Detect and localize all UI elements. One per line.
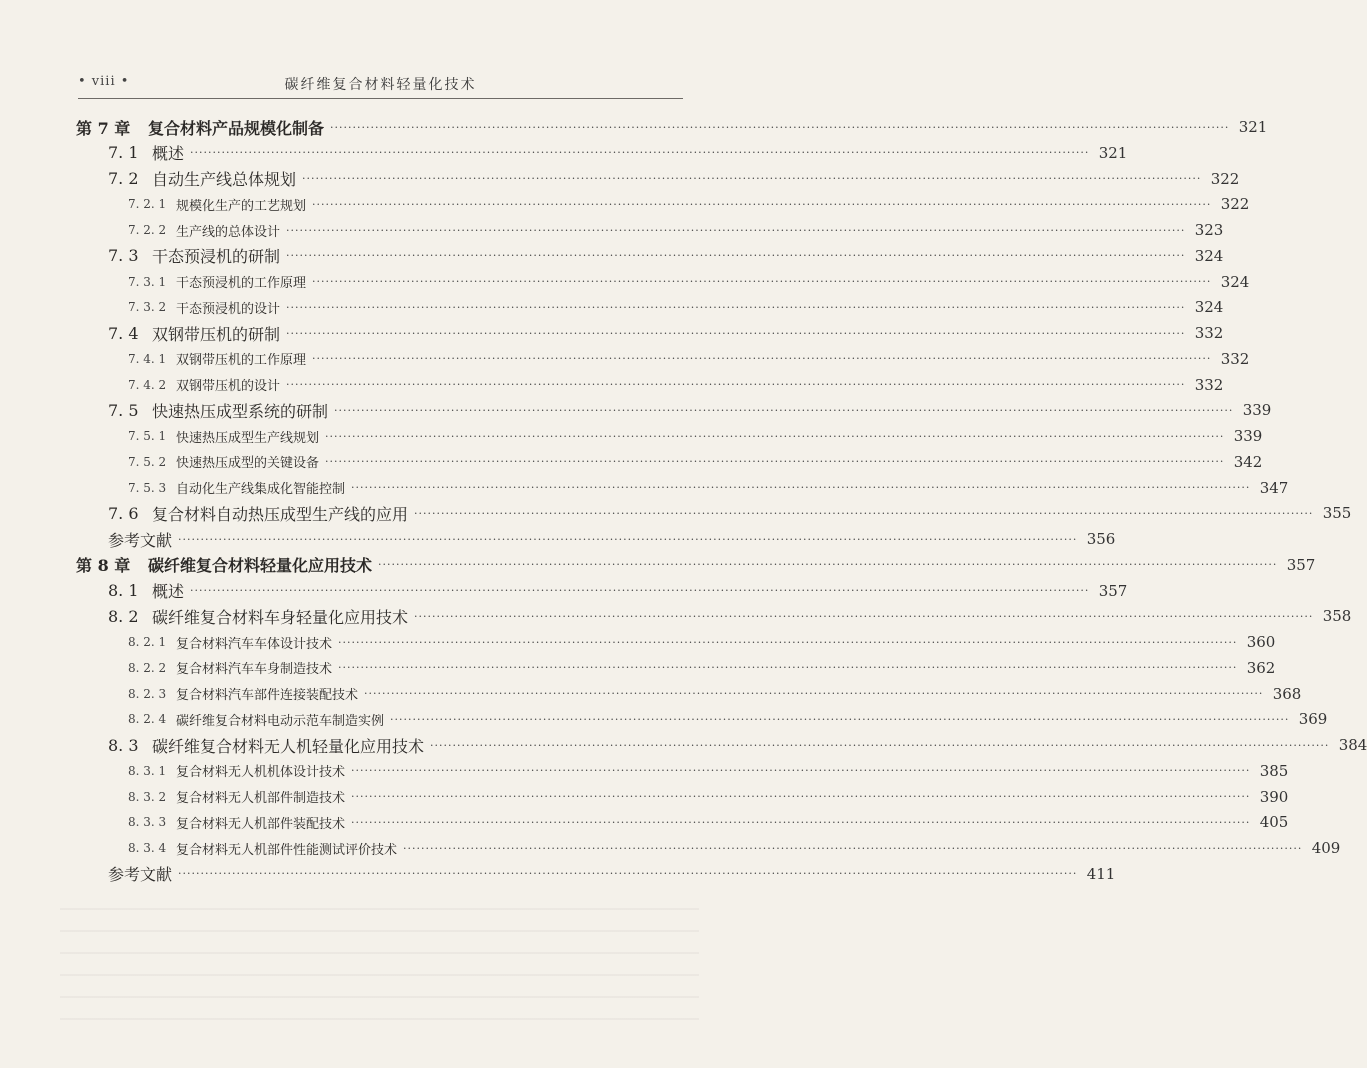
toc-entry[interactable] xyxy=(108,398,1272,422)
dot-leader: ········································································································································································································ xyxy=(338,635,1238,649)
toc-entry-page: 324 xyxy=(1194,246,1224,265)
dot-leader: ········································································································································································································ xyxy=(286,300,1186,314)
toc-entry-number: 8. 1 xyxy=(108,581,139,600)
dot-leader: ········································································································································································································ xyxy=(351,815,1251,829)
toc-entry-title: 碳纤维复合材料无人机轻量化应用技术 xyxy=(152,736,425,756)
toc-entry-number: 8. 3. 1 xyxy=(128,763,167,778)
book-title: 碳纤维复合材料轻量化技术 xyxy=(284,77,477,93)
toc-entry[interactable] xyxy=(128,192,1250,216)
toc-entry-title: 生产线的总体设计 xyxy=(176,224,281,240)
toc-entry[interactable] xyxy=(128,810,1289,834)
toc-entry-title: 自动生产线总体规划 xyxy=(152,170,297,189)
dot-leader: ········································································································································································································ xyxy=(312,352,1212,366)
toc-entry-page: 357 xyxy=(1286,555,1316,574)
toc-entry-number: 7. 4. 2 xyxy=(128,377,167,392)
toc-entry-number: 7. 4 xyxy=(108,323,139,343)
toc-entry-page: 405 xyxy=(1259,813,1289,832)
toc-entry-page: 360 xyxy=(1246,633,1276,651)
toc-entry-title: 复合材料汽车部件连接装配技术 xyxy=(176,688,359,703)
dot-leader: ········································································································································································································ xyxy=(178,532,1078,546)
toc-entry-title: 快速热压成型系统的研制 xyxy=(152,401,329,421)
toc-entry-title: 复合材料无人机部件性能测试评价技术 xyxy=(176,842,398,858)
toc-entry[interactable] xyxy=(108,244,1224,268)
toc-entry[interactable] xyxy=(128,295,1224,319)
toc-entry-title: 碳纤维复合材料电动示范车制造实例 xyxy=(176,713,385,729)
dot-leader: ········································································································································································································ xyxy=(390,712,1290,726)
toc-entry-number: 7. 4. 1 xyxy=(128,351,167,366)
toc-entry[interactable] xyxy=(128,424,1263,448)
dot-leader: ········································································································································································································ xyxy=(414,506,1314,520)
toc-entry-page: 409 xyxy=(1311,839,1341,857)
toc-entry-title: 干态预浸机的工作原理 xyxy=(176,276,307,291)
dot-leader: ········································································································································································································ xyxy=(338,661,1238,675)
toc-entry[interactable] xyxy=(128,373,1224,397)
toc-entry-number: 7. 3 xyxy=(108,246,139,266)
toc-entry-number: 7. 2. 2 xyxy=(128,223,167,237)
toc-entry-title: 复合材料产品规模化制备 xyxy=(148,118,325,138)
dot-leader: ········································································································································································································ xyxy=(286,326,1186,340)
toc-entry-page: 324 xyxy=(1220,272,1250,291)
toc-entry-page: 332 xyxy=(1194,375,1224,394)
toc-entry[interactable] xyxy=(108,321,1224,345)
toc-entry-page: 339 xyxy=(1233,427,1263,445)
toc-entry-page: 385 xyxy=(1259,761,1289,780)
toc-entry-page: 369 xyxy=(1298,710,1328,729)
toc-entry-number: 7. 2. 1 xyxy=(128,197,167,212)
toc-entry[interactable] xyxy=(128,682,1302,706)
dot-leader: ········································································································································································································ xyxy=(334,403,1234,417)
toc-entry-number: 7. 2 xyxy=(108,169,139,188)
toc-entry[interactable] xyxy=(108,604,1352,628)
toc-entry-title: 规模化生产的工艺规划 xyxy=(176,198,307,214)
toc-entry-title: 复合材料无人机部件制造技术 xyxy=(176,791,346,806)
toc-entry[interactable] xyxy=(108,579,1128,603)
toc-entry-page: 332 xyxy=(1194,324,1224,342)
toc-entry[interactable] xyxy=(128,347,1250,371)
toc-entry-number: 7. 1 xyxy=(108,143,139,163)
toc-entry-page: 358 xyxy=(1322,607,1352,626)
toc-entry-title: 复合材料自动热压成型生产线的应用 xyxy=(152,504,409,524)
toc-entry-number: 8. 2 xyxy=(108,606,139,626)
dot-leader: ········································································································································································································ xyxy=(430,738,1330,752)
toc-entry-page: 323 xyxy=(1194,221,1224,239)
toc-entry-page: 321 xyxy=(1238,118,1268,136)
toc-entry-number: 7. 3. 1 xyxy=(128,274,167,289)
toc-entry-title: 概述 xyxy=(152,582,185,601)
toc-entry-page: 411 xyxy=(1086,864,1116,883)
toc-entry[interactable] xyxy=(128,759,1289,783)
toc-entry-page: 339 xyxy=(1242,401,1272,420)
toc-entry-title: 快速热压成型的关键设备 xyxy=(176,456,320,472)
toc-entry-number: 8. 3 xyxy=(108,735,139,755)
toc-entry-number: 8. 3. 2 xyxy=(128,789,167,804)
dot-leader: ········································································································································································································ xyxy=(325,455,1225,469)
dot-leader: ········································································································································································································ xyxy=(312,275,1212,288)
toc-entry[interactable] xyxy=(128,785,1289,809)
dot-leader: ········································································································································································································ xyxy=(286,223,1186,237)
toc-entry-title: 自动化生产线集成化智能控制 xyxy=(176,482,346,497)
dot-leader: ········································································································································································································ xyxy=(325,429,1225,443)
toc-entry-number: 第 7 章 xyxy=(76,118,131,138)
toc-entry-title: 复合材料无人机部件装配技术 xyxy=(176,816,346,832)
toc-entry-page: 324 xyxy=(1194,298,1224,317)
page-number-label: • viii • xyxy=(78,74,130,89)
toc-entry[interactable] xyxy=(76,115,1268,139)
dot-leader: ········································································································································································································ xyxy=(302,172,1202,185)
toc-entry-page: 321 xyxy=(1098,143,1128,162)
toc-entry-title: 双钢带压机的研制 xyxy=(152,324,281,344)
toc-entry-page: 357 xyxy=(1098,581,1128,600)
toc-entry-page: 342 xyxy=(1233,452,1263,471)
dot-leader: ········································································································································································································ xyxy=(403,841,1303,855)
toc-entry-page: 368 xyxy=(1272,684,1302,703)
toc-entry-page: 390 xyxy=(1259,787,1289,806)
toc-entry-number: 第 8 章 xyxy=(76,556,131,576)
dot-leader: ········································································································································································································ xyxy=(351,481,1251,494)
toc-entry-page: 322 xyxy=(1220,195,1250,214)
toc-entry[interactable] xyxy=(128,270,1250,294)
toc-entry-page: 347 xyxy=(1259,478,1289,497)
toc-entry-title: 参考文献 xyxy=(108,530,173,550)
dot-leader: ········································································································································································································ xyxy=(312,197,1212,211)
toc-entry[interactable] xyxy=(128,630,1276,654)
dot-leader: ········································································································································································································ xyxy=(330,120,1230,134)
toc-entry-title: 复合材料汽车车身制造技术 xyxy=(176,662,333,678)
toc-entry-number: 8. 2. 1 xyxy=(128,635,167,649)
toc-entry-title: 概述 xyxy=(152,144,185,164)
toc-entry-number: 7. 6 xyxy=(108,503,139,523)
dot-leader: ········································································································································································································ xyxy=(190,584,1090,597)
toc-entry-page: 362 xyxy=(1246,658,1276,677)
running-header xyxy=(78,74,683,99)
toc-entry-title: 干态预浸机的设计 xyxy=(176,301,281,317)
toc-entry[interactable] xyxy=(108,862,1116,886)
toc-entry[interactable] xyxy=(108,167,1240,191)
dot-leader: ········································································································································································································ xyxy=(378,558,1278,572)
toc-entry-page: 356 xyxy=(1086,530,1116,548)
toc-entry-title: 复合材料汽车车体设计技术 xyxy=(176,636,333,652)
toc-entry-number: 7. 5 xyxy=(108,400,139,420)
bleed-through-background xyxy=(60,890,699,1020)
toc-entry-title: 双钢带压机的工作原理 xyxy=(176,353,307,369)
toc-entry[interactable] xyxy=(128,656,1276,680)
toc-entry[interactable] xyxy=(128,476,1289,500)
dot-leader: ········································································································································································································ xyxy=(414,609,1314,623)
toc-entry[interactable] xyxy=(128,218,1224,242)
dot-leader: ········································································································································································································ xyxy=(351,790,1251,803)
toc-entry-title: 碳纤维复合材料轻量化应用技术 xyxy=(148,556,373,576)
dot-leader: ········································································································································································································ xyxy=(364,687,1264,700)
toc-entry-page: 384 xyxy=(1338,736,1367,754)
toc-entry[interactable] xyxy=(128,836,1341,860)
toc-entry-title: 双钢带压机的设计 xyxy=(176,379,281,394)
toc-entry-title: 复合材料无人机机体设计技术 xyxy=(176,765,346,781)
dot-leader: ········································································································································································································ xyxy=(286,378,1186,391)
dot-leader: ········································································································································································································ xyxy=(190,146,1090,160)
toc-entry[interactable] xyxy=(76,553,1316,577)
toc-entry[interactable] xyxy=(128,450,1263,474)
toc-entry[interactable] xyxy=(128,707,1328,731)
toc-entry-number: 7. 5. 3 xyxy=(128,480,167,495)
toc-entry-number: 7. 3. 2 xyxy=(128,300,167,315)
toc-entry-page: 322 xyxy=(1210,169,1240,188)
toc-entry-page: 332 xyxy=(1220,349,1250,368)
toc-entry-number: 8. 2. 3 xyxy=(128,686,167,701)
toc-entry-page: 355 xyxy=(1322,504,1352,523)
toc-entry-title: 参考文献 xyxy=(108,865,173,885)
toc-entry-number: 8. 2. 2 xyxy=(128,660,167,675)
toc-entry[interactable] xyxy=(108,501,1352,525)
toc-entry-title: 干态预浸机的研制 xyxy=(152,247,281,267)
dot-leader: ········································································································································································································ xyxy=(286,249,1186,263)
toc-entry-title: 碳纤维复合材料车身轻量化应用技术 xyxy=(152,607,409,627)
toc-entry-number: 8. 3. 4 xyxy=(128,841,167,855)
toc-entry-number: 7. 5. 2 xyxy=(128,454,167,469)
dot-leader: ········································································································································································································ xyxy=(351,764,1251,778)
toc-entry-title: 快速热压成型生产线规划 xyxy=(176,430,320,446)
toc-entry[interactable] xyxy=(108,733,1367,757)
dot-leader: ········································································································································································································ xyxy=(178,867,1078,881)
toc-entry-number: 8. 3. 3 xyxy=(128,815,167,830)
toc-entry[interactable] xyxy=(108,527,1116,551)
toc-entry-number: 7. 5. 1 xyxy=(128,429,167,443)
toc-entry[interactable] xyxy=(108,141,1128,165)
toc-entry-number: 8. 2. 4 xyxy=(128,712,167,727)
